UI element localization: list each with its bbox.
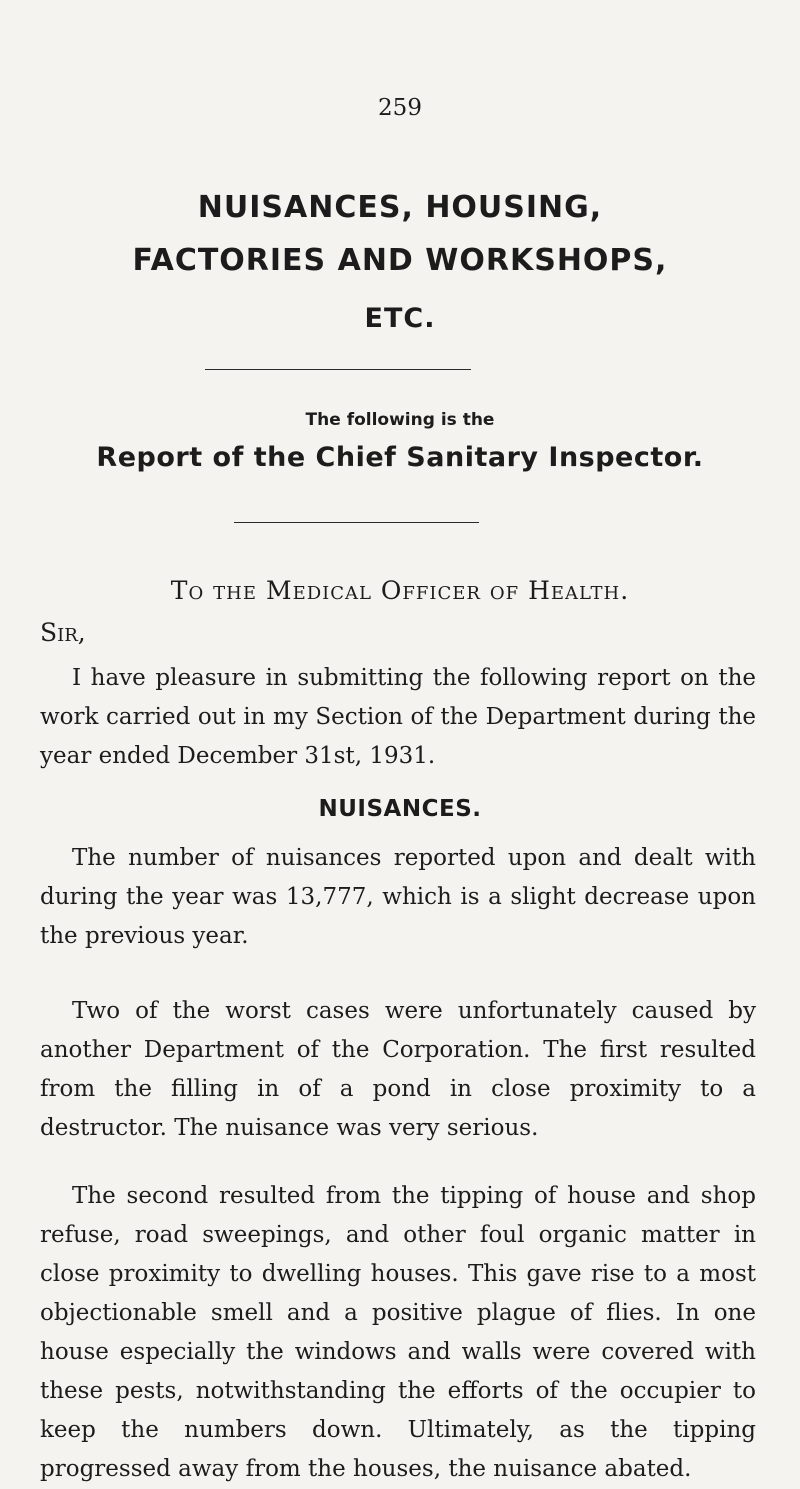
title-line-2: FACTORIES AND WORKSHOPS, xyxy=(132,243,668,278)
body-paragraph-3: The second resulted from the tipping of house and shop refuse, road sweepings, and other foul organic matter in close proximity to dwelling houses. This gave rise to a most objectionable smell and a positive plague of flies. In one house especially the windows and walls were covered with these pests, notwithstanding the efforts of the occupier to keep the numbers down. Ultimately, as the tipping progressed away from the houses, the nuisance abated. xyxy=(40,1183,756,1482)
page-number: 259 xyxy=(378,95,422,121)
body-paragraph-1: The number of nuisances reported upon and dealt with during the year was 13,777, which is a slight decrease upon the previous year. xyxy=(40,845,756,949)
divider-rule-top xyxy=(205,369,471,370)
body-paragraph-2: Two of the worst cases were unfortunately caused by another Department of the Corporation. The first resulted from the filling in of a pond in close proximity to a destructor. The nuisance was very serious. xyxy=(40,998,756,1141)
intro-paragraph: I have pleasure in submitting the following report on the work carried out in my Section of the Department during the year ended December 31st, 1931. xyxy=(40,665,756,769)
title-line-1: NUISANCES, HOUSING, xyxy=(197,190,603,225)
section-heading: NUISANCES. xyxy=(318,796,482,822)
title-line-3: ETC. xyxy=(364,303,436,334)
addressee-line: To the Medical Officer of Health. xyxy=(170,576,630,605)
salutation: Sir, xyxy=(40,618,86,647)
divider-rule-bottom xyxy=(234,522,479,523)
report-title: Report of the Chief Sanitary Inspector. xyxy=(96,442,704,473)
subtitle-intro: The following is the xyxy=(305,410,495,430)
